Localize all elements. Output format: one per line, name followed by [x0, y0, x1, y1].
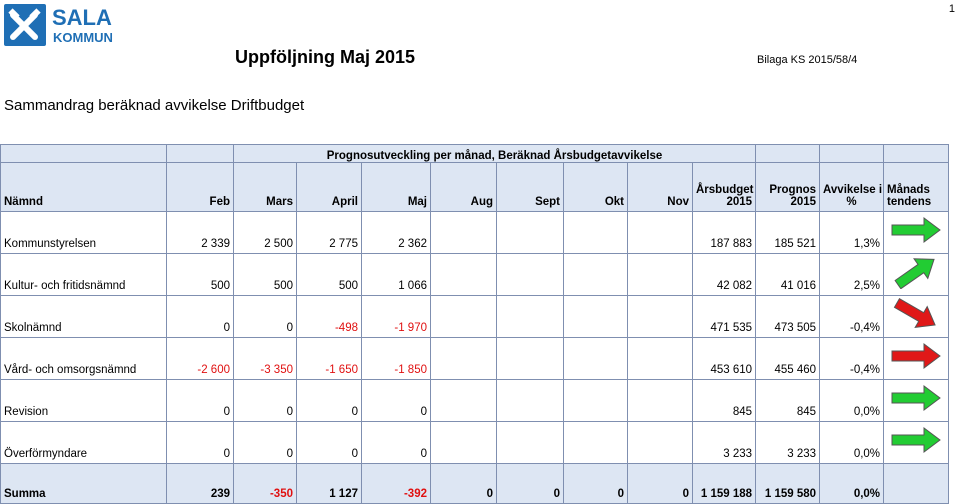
cell-okt	[564, 380, 628, 422]
cell-april: 500	[297, 254, 362, 296]
col-header-aug: Aug	[431, 163, 497, 212]
budget-table	[0, 144, 949, 504]
logo-text-line1: SALA	[52, 5, 112, 30]
cell-arsbudget: 3 233	[693, 422, 756, 464]
group-header: Prognosutveckling per månad, Beräknad Årsbudgetavvikelse	[234, 145, 756, 163]
sala-kommun-logo	[4, 4, 124, 48]
cell-mars: 0	[234, 296, 297, 338]
header-cell	[1, 145, 167, 163]
cell-prognos: 185 521	[756, 212, 820, 254]
row-name: Revision	[1, 380, 167, 422]
col-header-april: April	[297, 163, 362, 212]
cell-maj: 0	[362, 422, 431, 464]
cell-prognos: 845	[756, 380, 820, 422]
cell-nov	[628, 296, 693, 338]
cell-april: 2 775	[297, 212, 362, 254]
cell-okt	[564, 212, 628, 254]
col-header-okt: Okt	[564, 163, 628, 212]
cell-avvikelse: 1,3%	[820, 212, 884, 254]
cell-aug	[431, 254, 497, 296]
trend-cell	[884, 422, 949, 464]
cell-arsbudget: 845	[693, 380, 756, 422]
sum-prognos: 1 159 580	[756, 464, 820, 504]
trend-cell	[884, 254, 949, 296]
cell-sept	[497, 380, 564, 422]
row-name: Kommunstyrelsen	[1, 212, 167, 254]
trend-cell	[884, 338, 949, 380]
cell-sept	[497, 422, 564, 464]
prognos-l1: Prognos	[769, 184, 817, 196]
cell-sept	[497, 212, 564, 254]
cell-arsbudget: 187 883	[693, 212, 756, 254]
cell-april: 0	[297, 380, 362, 422]
avvikelse-l1: Avvikelse i	[823, 184, 883, 196]
col-header-mars: Mars	[234, 163, 297, 212]
table-row	[1, 338, 949, 380]
arsbudget-l2: 2015	[726, 196, 753, 208]
cell-sept	[497, 296, 564, 338]
cell-okt	[564, 422, 628, 464]
cell-feb: 2 339	[167, 212, 234, 254]
sum-avvikelse: 0,0%	[820, 464, 884, 504]
cell-aug	[431, 422, 497, 464]
cell-okt	[564, 296, 628, 338]
sum-feb: 239	[167, 464, 234, 504]
header-cell	[756, 145, 820, 163]
table-row	[1, 380, 949, 422]
cell-sept	[497, 338, 564, 380]
header-cell	[167, 145, 234, 163]
row-name: Överförmyndare	[1, 422, 167, 464]
logo-text-line2: KOMMUN	[53, 30, 113, 45]
header-cell	[884, 145, 949, 163]
arrow-right-green-icon	[888, 426, 944, 454]
arrow-right-green-icon	[888, 216, 944, 244]
cell-sept	[497, 254, 564, 296]
arrow-right-red-icon	[888, 342, 944, 370]
cell-feb: 0	[167, 422, 234, 464]
col-header-nov: Nov	[628, 163, 693, 212]
sum-arsbudget: 1 159 188	[693, 464, 756, 504]
cell-avvikelse: -0,4%	[820, 338, 884, 380]
cell-okt	[564, 338, 628, 380]
sum-maj: -392	[362, 464, 431, 504]
trend-cell	[884, 212, 949, 254]
manads-l1: Månads	[887, 184, 930, 196]
cell-feb: 500	[167, 254, 234, 296]
sum-sept: 0	[497, 464, 564, 504]
cell-mars: -3 350	[234, 338, 297, 380]
row-name: Kultur- och fritidsnämnd	[1, 254, 167, 296]
cell-avvikelse: -0,4%	[820, 296, 884, 338]
col-header-sept: Sept	[497, 163, 564, 212]
sum-nov: 0	[628, 464, 693, 504]
cell-april: 0	[297, 422, 362, 464]
arrow-down-right-red-icon	[888, 297, 944, 331]
page-subtitle: Sammandrag beräknad avvikelse Driftbudget	[4, 97, 305, 114]
cell-prognos: 455 460	[756, 338, 820, 380]
sum-mars: -350	[234, 464, 297, 504]
page-title: Uppföljning Maj 2015	[235, 47, 416, 67]
cell-maj: 2 362	[362, 212, 431, 254]
trend-cell	[884, 380, 949, 422]
table-row	[1, 296, 949, 338]
cell-avvikelse: 2,5%	[820, 254, 884, 296]
cell-feb: -2 600	[167, 338, 234, 380]
cell-feb: 0	[167, 296, 234, 338]
sum-label: Summa	[1, 464, 167, 504]
cell-mars: 500	[234, 254, 297, 296]
cell-arsbudget: 42 082	[693, 254, 756, 296]
cell-arsbudget: 471 535	[693, 296, 756, 338]
cell-nov	[628, 380, 693, 422]
col-header-manads-tendens	[884, 163, 949, 212]
cell-nov	[628, 254, 693, 296]
col-header-maj: Maj	[362, 163, 431, 212]
col-header-namnd: Nämnd	[1, 163, 167, 212]
sum-aug: 0	[431, 464, 497, 504]
col-header-feb: Feb	[167, 163, 234, 212]
arsbudget-l1: Årsbudget	[696, 184, 754, 196]
col-header-arsbudget	[693, 163, 756, 212]
cell-maj: -1 970	[362, 296, 431, 338]
cell-april: -498	[297, 296, 362, 338]
table-row	[1, 254, 949, 296]
cell-avvikelse: 0,0%	[820, 380, 884, 422]
cell-maj: -1 850	[362, 338, 431, 380]
cell-maj: 1 066	[362, 254, 431, 296]
table-row	[1, 422, 949, 464]
avvikelse-l2: %	[846, 196, 857, 208]
sum-april: 1 127	[297, 464, 362, 504]
cell-arsbudget: 453 610	[693, 338, 756, 380]
sum-trend	[884, 464, 949, 504]
arrow-right-green-icon	[888, 384, 944, 412]
cell-april: -1 650	[297, 338, 362, 380]
row-name: Vård- och omsorgsnämnd	[1, 338, 167, 380]
cell-prognos: 3 233	[756, 422, 820, 464]
cell-nov	[628, 422, 693, 464]
cell-prognos: 41 016	[756, 254, 820, 296]
cell-prognos: 473 505	[756, 296, 820, 338]
trend-cell	[884, 296, 949, 338]
cell-nov	[628, 338, 693, 380]
cell-mars: 0	[234, 380, 297, 422]
cell-mars: 2 500	[234, 212, 297, 254]
cell-avvikelse: 0,0%	[820, 422, 884, 464]
cell-okt	[564, 254, 628, 296]
row-name: Skolnämnd	[1, 296, 167, 338]
col-header-avvikelse	[820, 163, 884, 212]
cell-nov	[628, 212, 693, 254]
arrow-up-right-green-icon	[888, 255, 944, 289]
manads-l2: tendens	[887, 196, 932, 208]
header-cell	[820, 145, 884, 163]
page-number: 1	[948, 3, 955, 15]
col-header-prognos	[756, 163, 820, 212]
cell-feb: 0	[167, 380, 234, 422]
cell-aug	[431, 380, 497, 422]
cell-maj: 0	[362, 380, 431, 422]
cell-aug	[431, 296, 497, 338]
cell-aug	[431, 338, 497, 380]
cell-aug	[431, 212, 497, 254]
sum-row	[1, 464, 949, 504]
sum-okt: 0	[564, 464, 628, 504]
table-row	[1, 212, 949, 254]
bilaga-reference: Bilaga KS 2015/58/4	[757, 54, 858, 66]
prognos-l2: 2015	[790, 196, 817, 208]
cell-mars: 0	[234, 422, 297, 464]
